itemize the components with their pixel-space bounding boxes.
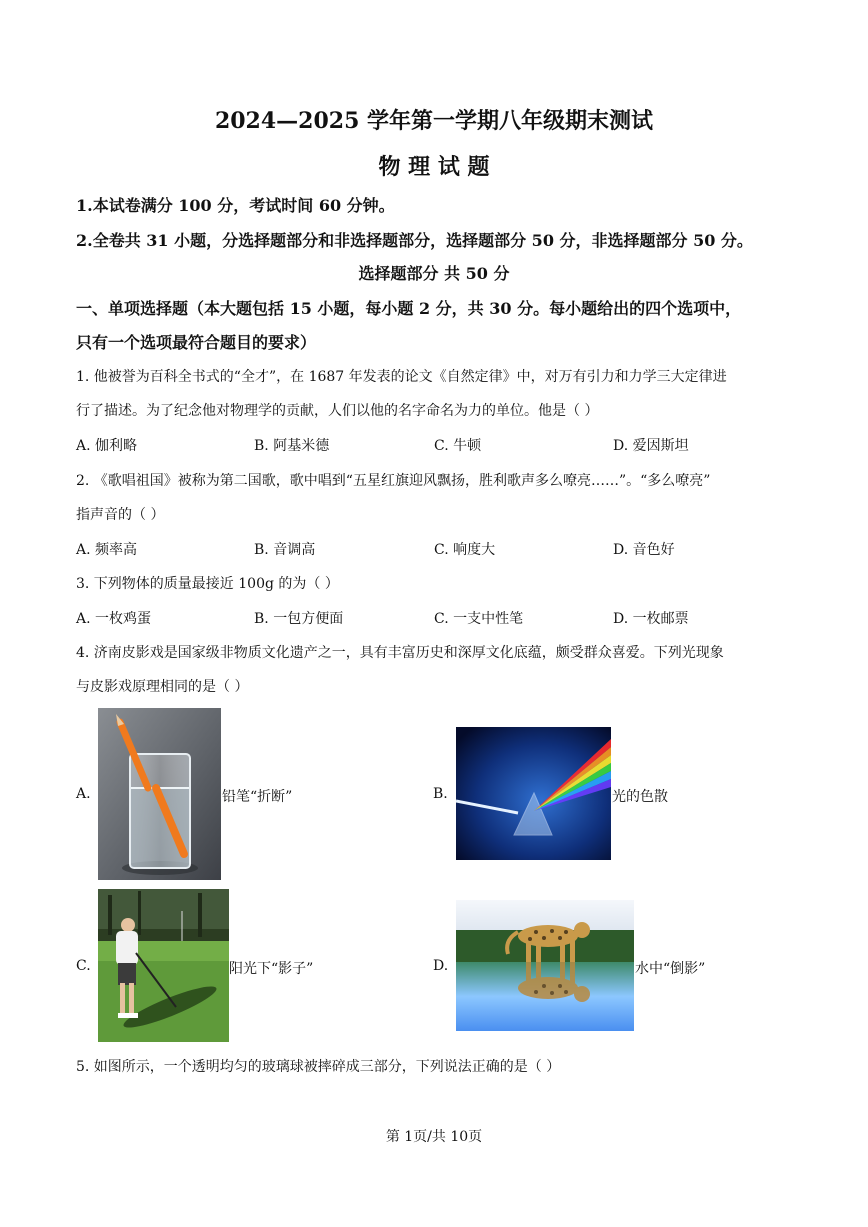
q5-stem-line1: 5. 如图所示，一个透明均匀的玻璃球被摔碎成三部分，下列说法正确的是（ ） — [76, 1059, 561, 1075]
q2-options — [76, 539, 816, 561]
q2-option-a: A. 频率高 — [76, 542, 138, 558]
part1-heading-line2: 只有一个选项最符合题目的要求） — [76, 333, 317, 352]
q2-option-b: B. 音调高 — [254, 542, 316, 558]
q3-options — [76, 608, 816, 630]
q1-option-d: D. 爱因斯坦 — [613, 438, 689, 454]
q4-option-d-caption: 水中“倒影” — [635, 961, 706, 977]
q4-option-b-letter: B. — [433, 786, 448, 802]
pencil-in-glass-image — [98, 708, 221, 880]
section-title: 选择题部分 共 50 分 — [358, 264, 510, 283]
q4-option-b-caption: 光的色散 — [612, 789, 668, 805]
q2-stem-line1: 2. 《歌唱祖国》被称为第二国歌，歌中唱到“五星红旗迎风飘扬，胜利歌声多么嘹亮……”。“多么嘹亮” — [76, 473, 711, 489]
note-1: 1.本试卷满分 100 分，考试时间 60 分钟。 — [76, 196, 395, 215]
page-title: 2024—2025 学年第一学期八年级期末测试 — [214, 108, 654, 134]
golfer-shadow-image — [98, 889, 229, 1042]
leopard-reflection-image — [456, 900, 634, 1031]
prism-dispersion-image — [456, 727, 611, 860]
q4-option-a-letter: A. — [76, 786, 91, 802]
q4-stem-line2: 与皮影戏原理相同的是（ ） — [76, 679, 249, 695]
q2-stem-line2: 指声音的（ ） — [76, 507, 165, 523]
part1-heading-line1: 一、单项选择题（本大题包括 15 小题，每小题 2 分，共 30 分。每小题给出的四个选项中， — [76, 299, 742, 318]
q4-option-a-caption: 铅笔“折断” — [222, 789, 293, 805]
q4-option-d-letter: D. — [433, 958, 449, 974]
q3-stem-line1: 3. 下列物体的质量最接近 100g 的为（ ） — [76, 576, 339, 592]
q1-stem-line2: 行了描述。为了纪念他对物理学的贡献，人们以他的名字命名为力的单位。他是（ ） — [76, 403, 599, 419]
note-2: 2.全卷共 31 小题，分选择题部分和非选择题部分，选择题部分 50 分，非选择题部分 50 分。 — [76, 231, 753, 250]
q2-option-c: C. 响度大 — [434, 542, 496, 558]
q2-option-d: D. 音色好 — [613, 542, 675, 558]
q1-option-b: B. 阿基米德 — [254, 438, 330, 454]
page-subtitle: 物 理 试 题 — [378, 154, 490, 180]
page-footer: 第 1页/共 10页 — [385, 1129, 483, 1145]
q1-stem-line1: 1. 他被誉为百科全书式的“全才”，在 1687 年发表的论文《自然定律》中，对万有引力和力学三大定律进 — [76, 369, 727, 385]
q3-option-a: A. 一枚鸡蛋 — [76, 611, 152, 627]
q1-option-a: A. 伽利略 — [76, 438, 138, 454]
q1-options — [76, 435, 816, 457]
q4-stem-line1: 4. 济南皮影戏是国家级非物质文化遗产之一，具有丰富历史和深厚文化底蕴，颇受群众喜爱。下列光现象 — [76, 645, 724, 661]
q3-option-d: D. 一枚邮票 — [613, 611, 689, 627]
q1-option-c: C. 牛顿 — [434, 438, 482, 454]
q3-option-c: C. 一支中性笔 — [434, 611, 524, 627]
q4-option-c-letter: C. — [76, 958, 91, 974]
q3-option-b: B. 一包方便面 — [254, 611, 344, 627]
q4-option-c-caption: 阳光下“影子” — [229, 961, 314, 977]
